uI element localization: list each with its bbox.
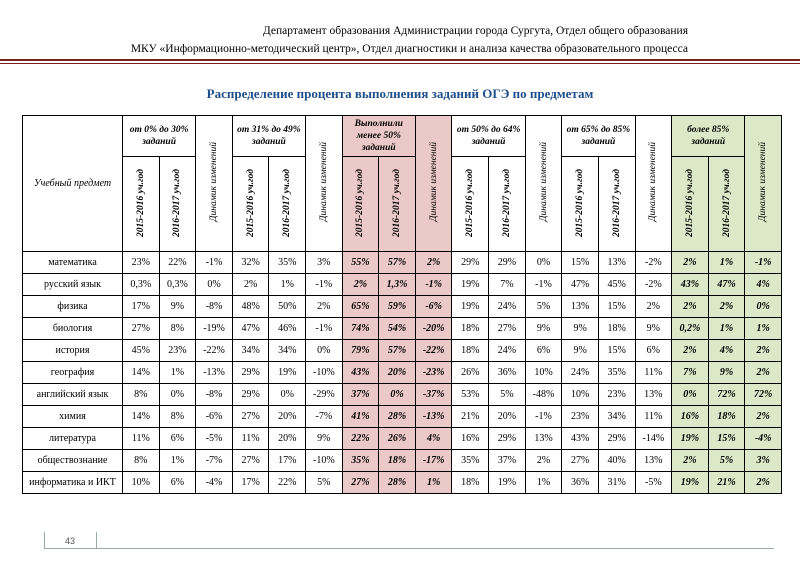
value-cell: -14% — [635, 428, 672, 450]
value-cell: -10% — [306, 450, 343, 472]
value-cell: 19% — [489, 472, 526, 494]
table-row — [23, 450, 782, 472]
value-cell: 11% — [635, 406, 672, 428]
value-cell: 1% — [525, 472, 562, 494]
value-cell: 8% — [159, 406, 196, 428]
value-cell: 2% — [342, 274, 379, 296]
value-cell: 0,2% — [672, 318, 709, 340]
subject-cell: обществознание — [23, 450, 123, 472]
value-cell: -48% — [525, 384, 562, 406]
value-cell: 0,3% — [123, 274, 160, 296]
value-cell: 4% — [745, 274, 782, 296]
value-cell: 47% — [562, 274, 599, 296]
value-cell: 19% — [672, 472, 709, 494]
value-cell: 72% — [708, 384, 745, 406]
value-cell: 6% — [159, 428, 196, 450]
value-cell: -13% — [196, 362, 233, 384]
value-cell: 27% — [232, 450, 269, 472]
value-cell: 32% — [232, 252, 269, 274]
page-number: 43 — [64, 536, 75, 546]
value-cell: 19% — [672, 428, 709, 450]
dynamics-header: Динамик изменений — [306, 116, 343, 252]
subject-cell: русский язык — [23, 274, 123, 296]
value-cell: 47% — [232, 318, 269, 340]
value-cell: 22% — [159, 252, 196, 274]
value-cell: 1% — [745, 318, 782, 340]
value-cell: 28% — [379, 406, 416, 428]
value-cell: 74% — [342, 318, 379, 340]
value-cell: 41% — [342, 406, 379, 428]
value-cell: 14% — [123, 406, 160, 428]
value-cell: 17% — [269, 450, 306, 472]
value-cell: 10% — [525, 362, 562, 384]
value-cell: 35% — [452, 450, 489, 472]
value-cell: 23% — [562, 406, 599, 428]
subject-cell: история — [23, 340, 123, 362]
value-cell: 22% — [269, 472, 306, 494]
value-cell: -1% — [525, 274, 562, 296]
value-cell: 8% — [123, 384, 160, 406]
value-cell: 0% — [196, 274, 233, 296]
value-cell: 4% — [415, 428, 452, 450]
value-cell: 7% — [672, 362, 709, 384]
value-cell: 6% — [635, 340, 672, 362]
value-cell: 0% — [672, 384, 709, 406]
value-cell: 27% — [489, 318, 526, 340]
value-cell: 2% — [672, 340, 709, 362]
value-cell: 10% — [123, 472, 160, 494]
table-row — [23, 274, 782, 296]
value-cell: 24% — [489, 340, 526, 362]
value-cell: 3% — [745, 450, 782, 472]
year-header: 2016-2017 уч.год — [269, 157, 306, 252]
value-cell: -1% — [415, 274, 452, 296]
value-cell: 1,3% — [379, 274, 416, 296]
value-cell: 9% — [562, 318, 599, 340]
year-header: 2015-2016 уч.год — [232, 157, 269, 252]
value-cell: -5% — [635, 472, 672, 494]
value-cell: 27% — [342, 472, 379, 494]
year-header: 2015-2016 уч.год — [342, 157, 379, 252]
header-center: МКУ «Информационно-методический центр», Отдел диагностики и анализа качества образовательного процесса — [130, 43, 688, 55]
value-cell: 57% — [379, 252, 416, 274]
subject-cell: география — [23, 362, 123, 384]
value-cell: 2% — [306, 296, 343, 318]
year-header: 2015-2016 уч.год — [452, 157, 489, 252]
header-rule-thin — [0, 63, 800, 64]
value-cell: 18% — [452, 340, 489, 362]
value-cell: 15% — [598, 340, 635, 362]
value-cell: 9% — [306, 428, 343, 450]
value-cell: 29% — [489, 428, 526, 450]
table-row — [23, 296, 782, 318]
value-cell: -2% — [635, 252, 672, 274]
value-cell: 11% — [232, 428, 269, 450]
value-cell: 0% — [159, 384, 196, 406]
value-cell: 0% — [269, 384, 306, 406]
group-header-below-50: Выполнили менее 50% заданий — [342, 116, 415, 157]
value-cell: 2% — [672, 450, 709, 472]
value-cell: 43% — [672, 274, 709, 296]
value-cell: 45% — [598, 274, 635, 296]
value-cell: -37% — [415, 384, 452, 406]
value-cell: 9% — [525, 318, 562, 340]
subject-cell: математика — [23, 252, 123, 274]
value-cell: 2% — [525, 450, 562, 472]
value-cell: 1% — [159, 362, 196, 384]
value-cell: 65% — [342, 296, 379, 318]
value-cell: 19% — [452, 274, 489, 296]
value-cell: -22% — [196, 340, 233, 362]
value-cell: 15% — [562, 252, 599, 274]
value-cell: 46% — [269, 318, 306, 340]
value-cell: 20% — [379, 362, 416, 384]
table-row — [23, 362, 782, 384]
value-cell: 9% — [635, 318, 672, 340]
value-cell: 29% — [232, 384, 269, 406]
year-header: 2016-2017 уч.год — [598, 157, 635, 252]
value-cell: 35% — [342, 450, 379, 472]
value-cell: 26% — [452, 362, 489, 384]
value-cell: 6% — [159, 472, 196, 494]
value-cell: 13% — [598, 252, 635, 274]
value-cell: -6% — [196, 406, 233, 428]
subject-cell: физика — [23, 296, 123, 318]
value-cell: 16% — [672, 406, 709, 428]
value-cell: 40% — [598, 450, 635, 472]
value-cell: 10% — [562, 384, 599, 406]
subject-cell: биология — [23, 318, 123, 340]
value-cell: 26% — [379, 428, 416, 450]
value-cell: 72% — [745, 384, 782, 406]
value-cell: 37% — [342, 384, 379, 406]
value-cell: 8% — [159, 318, 196, 340]
value-cell: 34% — [232, 340, 269, 362]
value-cell: 8% — [123, 450, 160, 472]
value-cell: 59% — [379, 296, 416, 318]
value-cell: 17% — [123, 296, 160, 318]
value-cell: 18% — [598, 318, 635, 340]
subject-cell: химия — [23, 406, 123, 428]
value-cell: 1% — [708, 252, 745, 274]
value-cell: -2% — [635, 274, 672, 296]
value-cell: 7% — [489, 274, 526, 296]
table-row — [23, 428, 782, 450]
year-header: 2016-2017 уч.год — [379, 157, 416, 252]
value-cell: 17% — [232, 472, 269, 494]
value-cell: 15% — [598, 296, 635, 318]
value-cell: 5% — [489, 384, 526, 406]
table-row — [23, 340, 782, 362]
year-header: 2015-2016 уч.год — [562, 157, 599, 252]
value-cell: -1% — [525, 406, 562, 428]
value-cell: 18% — [452, 472, 489, 494]
value-cell: 24% — [562, 362, 599, 384]
value-cell: 43% — [562, 428, 599, 450]
value-cell: 29% — [489, 252, 526, 274]
value-cell: -7% — [306, 406, 343, 428]
value-cell: 29% — [452, 252, 489, 274]
value-cell: 2% — [232, 274, 269, 296]
value-cell: -23% — [415, 362, 452, 384]
value-cell: 1% — [269, 274, 306, 296]
year-header: 2016-2017 уч.год — [489, 157, 526, 252]
value-cell: 45% — [123, 340, 160, 362]
value-cell: 0% — [525, 252, 562, 274]
value-cell: -13% — [415, 406, 452, 428]
value-cell: 5% — [525, 296, 562, 318]
results-table — [22, 115, 782, 494]
value-cell: 0% — [379, 384, 416, 406]
value-cell: 19% — [269, 362, 306, 384]
dynamics-header: Динамик изменений — [525, 116, 562, 252]
value-cell: 13% — [635, 450, 672, 472]
value-cell: -1% — [745, 252, 782, 274]
value-cell: 31% — [598, 472, 635, 494]
value-cell: 2% — [708, 296, 745, 318]
header-rule-thick — [0, 59, 800, 61]
value-cell: 1% — [415, 472, 452, 494]
value-cell: 27% — [562, 450, 599, 472]
value-cell: 23% — [598, 384, 635, 406]
value-cell: 53% — [452, 384, 489, 406]
value-cell: 9% — [159, 296, 196, 318]
year-header: 2015-2016 уч.год — [672, 157, 709, 252]
value-cell: -5% — [196, 428, 233, 450]
value-cell: -10% — [306, 362, 343, 384]
dynamics-header: Динамик изменений — [196, 116, 233, 252]
value-cell: -22% — [415, 340, 452, 362]
group-header-50-64: от 50% до 64% заданий — [452, 116, 525, 157]
value-cell: -17% — [415, 450, 452, 472]
value-cell: 34% — [598, 406, 635, 428]
value-cell: 47% — [708, 274, 745, 296]
table-row — [23, 252, 782, 274]
value-cell: 18% — [379, 450, 416, 472]
value-cell: 16% — [452, 428, 489, 450]
value-cell: -19% — [196, 318, 233, 340]
subject-header: Учебный предмет — [23, 116, 123, 252]
value-cell: -29% — [306, 384, 343, 406]
value-cell: 11% — [123, 428, 160, 450]
value-cell: 22% — [342, 428, 379, 450]
table-row — [23, 318, 782, 340]
value-cell: 5% — [708, 450, 745, 472]
value-cell: 20% — [269, 406, 306, 428]
value-cell: 9% — [562, 340, 599, 362]
value-cell: 0% — [306, 340, 343, 362]
value-cell: 37% — [489, 450, 526, 472]
value-cell: 1% — [159, 450, 196, 472]
value-cell: 28% — [379, 472, 416, 494]
value-cell: 2% — [672, 252, 709, 274]
value-cell: 20% — [269, 428, 306, 450]
value-cell: 36% — [489, 362, 526, 384]
value-cell: 2% — [635, 296, 672, 318]
value-cell: 20% — [489, 406, 526, 428]
value-cell: -7% — [196, 450, 233, 472]
value-cell: -6% — [415, 296, 452, 318]
value-cell: 13% — [562, 296, 599, 318]
value-cell: 18% — [452, 318, 489, 340]
header-department: Департамент образования Администрации города Сургута, Отдел общего образования — [262, 25, 688, 37]
value-cell: 29% — [598, 428, 635, 450]
value-cell: 3% — [306, 252, 343, 274]
value-cell: 21% — [452, 406, 489, 428]
subject-cell: английский язык — [23, 384, 123, 406]
year-header: 2016-2017 уч.год — [708, 157, 745, 252]
value-cell: -4% — [745, 428, 782, 450]
value-cell: 0,3% — [159, 274, 196, 296]
page-title: Распределение процента выполнения заданий ОГЭ по предметам — [206, 86, 594, 101]
value-cell: 50% — [269, 296, 306, 318]
dynamics-header: Динамик изменений — [415, 116, 452, 252]
value-cell: 5% — [306, 472, 343, 494]
value-cell: 23% — [159, 340, 196, 362]
value-cell: 13% — [635, 384, 672, 406]
value-cell: 27% — [232, 406, 269, 428]
value-cell: 55% — [342, 252, 379, 274]
value-cell: 2% — [415, 252, 452, 274]
value-cell: 0% — [745, 296, 782, 318]
value-cell: -1% — [306, 318, 343, 340]
value-cell: 24% — [489, 296, 526, 318]
value-cell: -8% — [196, 296, 233, 318]
value-cell: 36% — [562, 472, 599, 494]
value-cell: 14% — [123, 362, 160, 384]
value-cell: 43% — [342, 362, 379, 384]
value-cell: 23% — [123, 252, 160, 274]
value-cell: -8% — [196, 384, 233, 406]
value-cell: 21% — [708, 472, 745, 494]
value-cell: 2% — [745, 472, 782, 494]
value-cell: 19% — [452, 296, 489, 318]
value-cell: 35% — [598, 362, 635, 384]
value-cell: -20% — [415, 318, 452, 340]
dynamics-header: Динамик изменений — [635, 116, 672, 252]
value-cell: 27% — [123, 318, 160, 340]
value-cell: 2% — [745, 340, 782, 362]
group-header-above-85: более 85% заданий — [672, 116, 745, 157]
year-header: 2016-2017 уч.год — [159, 157, 196, 252]
value-cell: 18% — [708, 406, 745, 428]
value-cell: -1% — [196, 252, 233, 274]
value-cell: 2% — [745, 406, 782, 428]
value-cell: 48% — [232, 296, 269, 318]
value-cell: 35% — [269, 252, 306, 274]
value-cell: 6% — [525, 340, 562, 362]
value-cell: 57% — [379, 340, 416, 362]
group-header-0-30: от 0% до 30% заданий — [123, 116, 196, 157]
value-cell: 11% — [635, 362, 672, 384]
dynamics-header: Динамик изменений — [745, 116, 782, 252]
table-row — [23, 472, 782, 494]
value-cell: 54% — [379, 318, 416, 340]
footer-rule — [44, 548, 774, 549]
value-cell: 29% — [232, 362, 269, 384]
value-cell: 13% — [525, 428, 562, 450]
value-cell: -4% — [196, 472, 233, 494]
subject-cell: литература — [23, 428, 123, 450]
table-row — [23, 384, 782, 406]
table-row — [23, 406, 782, 428]
subject-cell: информатика и ИКТ — [23, 472, 123, 494]
value-cell: 15% — [708, 428, 745, 450]
value-cell: 2% — [672, 296, 709, 318]
value-cell: 79% — [342, 340, 379, 362]
value-cell: -1% — [306, 274, 343, 296]
value-cell: 9% — [708, 362, 745, 384]
value-cell: 34% — [269, 340, 306, 362]
value-cell: 1% — [708, 318, 745, 340]
value-cell: 4% — [708, 340, 745, 362]
year-header: 2015-2016 уч.год — [123, 157, 160, 252]
group-header-31-49: от 31% до 49% заданий — [232, 116, 305, 157]
value-cell: 2% — [745, 362, 782, 384]
group-header-65-85: от 65% до 85% заданий — [562, 116, 635, 157]
